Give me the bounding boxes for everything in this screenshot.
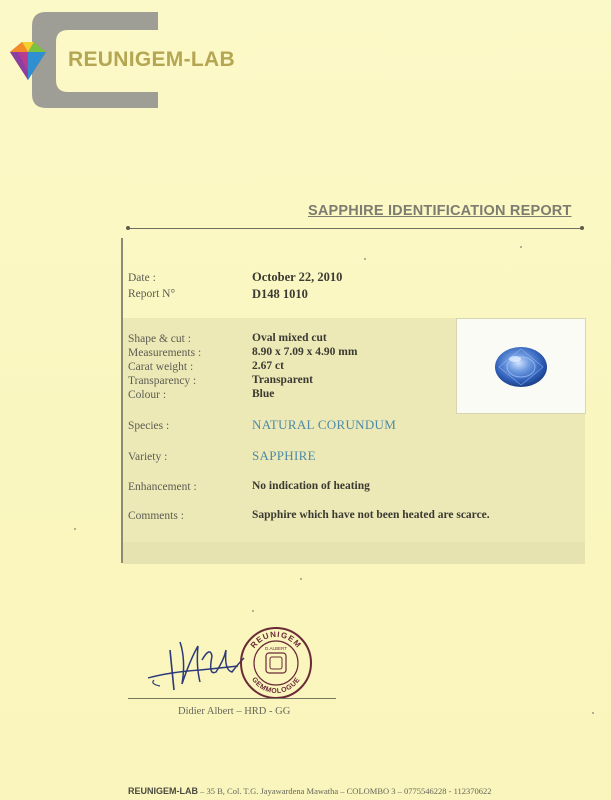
- signature-line: [128, 698, 336, 699]
- colour-value: Blue: [252, 388, 275, 400]
- variety-label: Variety :: [128, 451, 168, 463]
- footer-brand: REUNIGEM-LAB: [128, 786, 198, 796]
- lab-seal: [238, 625, 314, 706]
- svg-text:REUNIGEM: REUNIGEM: [248, 629, 304, 650]
- footer-address: – 35 B, Col. T.G. Jayawardena Mawatha – COLOMBO 3 – 0775546228 - 112370622: [198, 786, 492, 796]
- comments-label: Comments :: [128, 510, 184, 522]
- report-number-label: Report N°: [128, 288, 176, 300]
- carat-label: Carat weight :: [128, 361, 194, 373]
- stone-photo: [456, 318, 586, 414]
- details-panel-bottom: [123, 542, 585, 564]
- enhancement-value: No indication of heating: [252, 480, 370, 492]
- scan-speck: [592, 712, 594, 714]
- transparency-value: Transparent: [252, 374, 313, 386]
- variety-value: SAPPHIRE: [252, 448, 316, 463]
- brand-name: REUNIGEM-LAB: [68, 48, 235, 71]
- scan-speck: [520, 246, 522, 248]
- report-title: SAPPHIRE IDENTIFICATION REPORT: [308, 203, 572, 219]
- signer-name: Didier Albert – HRD - GG: [178, 706, 291, 717]
- title-divider: [128, 228, 584, 229]
- measurements-label: Measurements :: [128, 347, 202, 359]
- comments-value: Sapphire which have not been heated are scarce.: [252, 509, 490, 521]
- enhancement-label: Enhancement :: [128, 481, 197, 493]
- divider-dot-right: [580, 226, 584, 230]
- species-value: NATURAL CORUNDUM: [252, 417, 397, 432]
- colour-label: Colour :: [128, 389, 167, 401]
- sapphire-gem-icon: [493, 345, 549, 389]
- scan-speck: [74, 528, 76, 530]
- scan-speck: [364, 258, 366, 260]
- measurements-value: 8.90 x 7.09 x 4.90 mm: [252, 346, 358, 358]
- shape-value: Oval mixed cut: [252, 332, 327, 344]
- transparency-label: Transparency :: [128, 375, 197, 387]
- report-number-value: D148 1010: [252, 287, 308, 301]
- scan-speck: [300, 578, 302, 580]
- date-label: Date :: [128, 272, 156, 284]
- scan-speck: [252, 610, 254, 612]
- footer-contact: [128, 786, 492, 796]
- gemmologue-seal-icon: [238, 625, 314, 701]
- date-value: October 22, 2010: [252, 270, 343, 284]
- svg-text:GEMMOLOGUE: GEMMOLOGUE: [250, 676, 302, 696]
- carat-value: 2.67 ct: [252, 360, 284, 372]
- shape-label: Shape & cut :: [128, 333, 191, 345]
- svg-text:D.ALBERT: D.ALBERT: [265, 646, 287, 651]
- divider-dot-left: [126, 226, 130, 230]
- species-label: Species :: [128, 420, 170, 432]
